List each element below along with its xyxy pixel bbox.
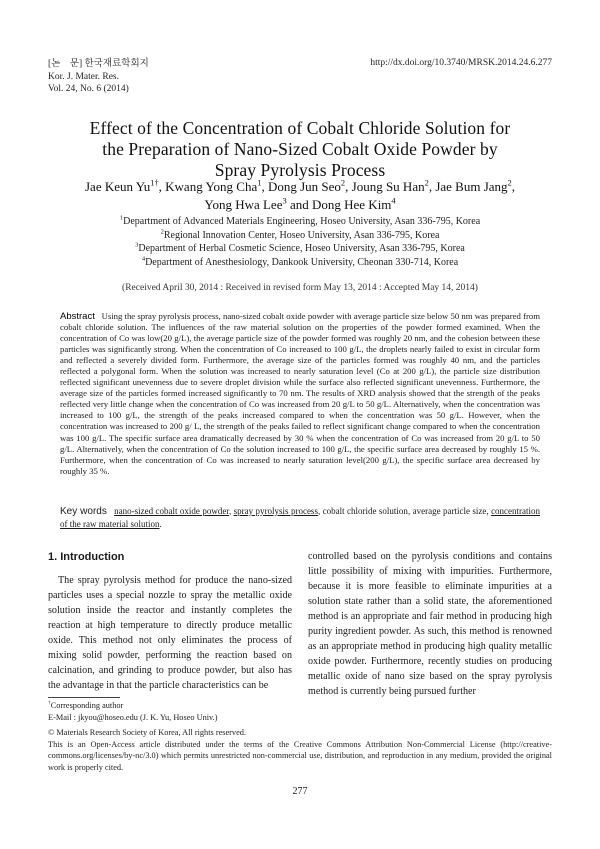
abstract-text: Using the spray pyrolysis process, nano-sized cobalt oxide powder with average particle size below 50 nm was prepared from cobalt chloride solution. The influences of the raw material solution on the properties of the powder formed examined. When the concentration of Co was low(20 g/L), the average particle size of the powder formed was roughly 20 nm, and the cohesion between these particles was significantly strong. When the concentration of Co increased to 100 g/L, the droplets nearly failed to exist in circular form and reflected a severely divided form. Furthermore, the average size of the particles formed was roughly 40 nm, and the particles reflected a polygonal form. When the solution was increased to nearly saturation level (Co at 200 g/L), the particle size distribution reflected significant unevenness due to severe droplet division while the surface also reflected significant unevenness. Furthermore, the average size of the particles formed increased significantly to 70 nm. The results of XRD analysis showed that the strength of the peaks reflected very little change when the concentration of Co was increased from 20 g/L to 50 g/L. Alternatively, when the concentration was increased to 100 g/L, the strength of the peaks increased compared to when the concentration was 50 g/L. However, when the concentration was increased to 200 g/ L, the strength of the peaks failed to reflect significant change compared to when the concentration was 100 g/L. The specific surface area dramatically decreased by 30 % when the concentration of Co was increased from 20 g/L to 50 g/L. Alternatively, when the concentration of Co the solution increased to 100 g/L, the specific surface area decreased by roughly 15 %. Furthermore, when the concentration of Co was increased to nearly saturation level(200 g/L), the specific surface area decreased by roughly 35 %. bbox=[60, 311, 540, 476]
journal-header bbox=[48, 58, 149, 96]
keyword: cobalt chloride solution bbox=[322, 506, 408, 516]
right-column bbox=[308, 550, 552, 700]
author-separator: , bbox=[428, 179, 436, 194]
author-affiliation-mark: 4 bbox=[391, 195, 396, 206]
author-separator: , bbox=[345, 179, 352, 194]
keywords bbox=[60, 505, 540, 530]
author-name: Jae Keun Yu bbox=[84, 179, 151, 194]
affiliation-mark: 3 bbox=[135, 241, 139, 249]
author-name: Joung Su Han bbox=[351, 179, 425, 194]
affiliation bbox=[40, 215, 560, 229]
affiliation bbox=[40, 242, 560, 256]
author-affiliation-mark: 2 bbox=[507, 177, 512, 188]
doi-link[interactable]: http://dx.doi.org/10.3740/MRSK.2014.24.6.277 bbox=[370, 58, 552, 68]
received-dates: (Received April 30, 2014 : Received in revised form May 13, 2014 : Accepted May 14, 2014) bbox=[122, 283, 478, 293]
footnote-mark: † bbox=[48, 700, 51, 707]
affiliation-mark: 2 bbox=[160, 228, 164, 236]
keyword-separator: , bbox=[228, 506, 234, 516]
title-line: Spray Pyrolysis Process bbox=[214, 160, 386, 180]
affiliation-mark: 4 bbox=[141, 255, 146, 263]
corresponding-author-footnote bbox=[48, 700, 552, 723]
body-paragraph: controlled based on the pyrolysis conditions and contains little possibility of mixing with impurities. Furthermore, because it is more feasible to eliminate impurities at a solution state rather than a solid state, the aforementioned method is an appropriate and fair method in producing high purity ingredient powder. As such, this method is renowned as an appropriate method in producing high quality metallic oxide powder. Furthermore, recently studies on producing metallic oxide of nano size based on the spray pyrolysis method is currently being pursued further bbox=[308, 551, 552, 697]
affiliation-text: Department of Herbal Cosmetic Science, Hoseo University, Asan 336-795, Korea bbox=[138, 243, 465, 254]
author-affiliation-mark: 1 bbox=[257, 177, 262, 188]
affiliation-list bbox=[40, 215, 560, 269]
keyword-end: . bbox=[159, 519, 162, 529]
footnote-line bbox=[48, 700, 552, 712]
title-line: the Preparation of Nano-Sized Cobalt Oxide Powder by bbox=[102, 139, 498, 159]
keyword-separator: , bbox=[407, 506, 413, 516]
license-text: This is an Open-Access article distributed under the terms of the Creative Commons Attribution Non-Commercial License (http://creative-commons.org/licenses/by-nc/3.0) which permits unrestricted non-commercial use, distribution, and reproduction in any medium, provided the original work is properly cited. bbox=[48, 739, 552, 773]
author-name: Jae Bum Jang bbox=[435, 179, 508, 194]
author-line bbox=[40, 178, 560, 196]
affiliation bbox=[40, 229, 560, 243]
keyword: nano-sized cobalt oxide powder bbox=[114, 506, 229, 516]
author-name: Dong Hee Kim bbox=[311, 197, 392, 212]
abstract bbox=[60, 311, 540, 477]
keywords-label: Key words bbox=[60, 506, 107, 517]
body-paragraph: The spray pyrolysis method for produce the nano-sized particles uses a special nozzle to spray the metallic oxide solution inside the reactor and instantly completes the reaction at high temperature to directly produce metallic oxide. This method not only eliminates the process of mixing solid powder, performing the reaction based on calcination, and grinding to produce powder, but also has the advantage in that the particle characteristics can be bbox=[48, 574, 292, 691]
affiliation-mark: 1 bbox=[119, 214, 124, 222]
footnote-title: Corresponding author bbox=[50, 701, 124, 710]
journal-abbreviation: Kor. J. Mater. Res. bbox=[48, 71, 119, 82]
copyright-line: © Materials Research Society of Korea, All rights reserved. bbox=[48, 728, 246, 737]
left-column bbox=[48, 550, 292, 694]
author-name: Yong Hwa Lee bbox=[204, 197, 283, 212]
abstract-label: Abstract bbox=[60, 311, 95, 322]
author-separator: , bbox=[261, 179, 268, 194]
journal-name-korean: [논 문] 한국재료학회지 bbox=[48, 59, 149, 69]
keyword: concentration of the raw material solution bbox=[60, 506, 541, 529]
author-name: Kwang Yong Cha bbox=[165, 179, 258, 194]
affiliation-text: Department of Advanced Materials Engineering, Hoseo University, Asan 336-795, Korea bbox=[123, 216, 481, 227]
license-notice bbox=[48, 727, 552, 774]
author-affiliation-mark: 2 bbox=[424, 177, 429, 188]
author-list bbox=[40, 178, 560, 214]
journal-volume: Vol. 24, No. 6 (2014) bbox=[48, 84, 129, 94]
keyword-separator: , bbox=[486, 506, 492, 516]
footnote-email: E-Mail : jkyou@hoseo.edu (J. K. Yu, Hoseo Univ.) bbox=[48, 712, 218, 722]
keyword: average particle size bbox=[412, 506, 487, 516]
title-line: Effect of the Concentration of Cobalt Chloride Solution for bbox=[89, 118, 511, 138]
keyword-separator: , bbox=[317, 506, 323, 516]
section-title: 1. Introduction bbox=[48, 551, 125, 563]
author-separator: , bbox=[158, 179, 166, 194]
keyword: spray pyrolysis process bbox=[233, 506, 318, 516]
footnote-divider bbox=[48, 697, 120, 698]
paper-title bbox=[40, 118, 560, 181]
affiliation bbox=[40, 256, 560, 270]
author-affiliation-mark: 3 bbox=[282, 195, 287, 206]
author-separator: , bbox=[511, 179, 515, 194]
author-name: Dong Jun Seo bbox=[267, 179, 341, 194]
author-line bbox=[40, 196, 560, 214]
page-number: 277 bbox=[292, 786, 308, 797]
author-affiliation-mark: 2 bbox=[340, 177, 346, 188]
affiliation-text: Department of Anesthesiology, Dankook University, Cheonan 330-714, Korea bbox=[145, 256, 459, 268]
affiliation-text: Regional Innovation Center, Hoseo University, Asan 336-795, Korea bbox=[163, 229, 440, 241]
author-affiliation-mark: 1† bbox=[150, 177, 159, 188]
author-separator: and bbox=[286, 197, 312, 212]
